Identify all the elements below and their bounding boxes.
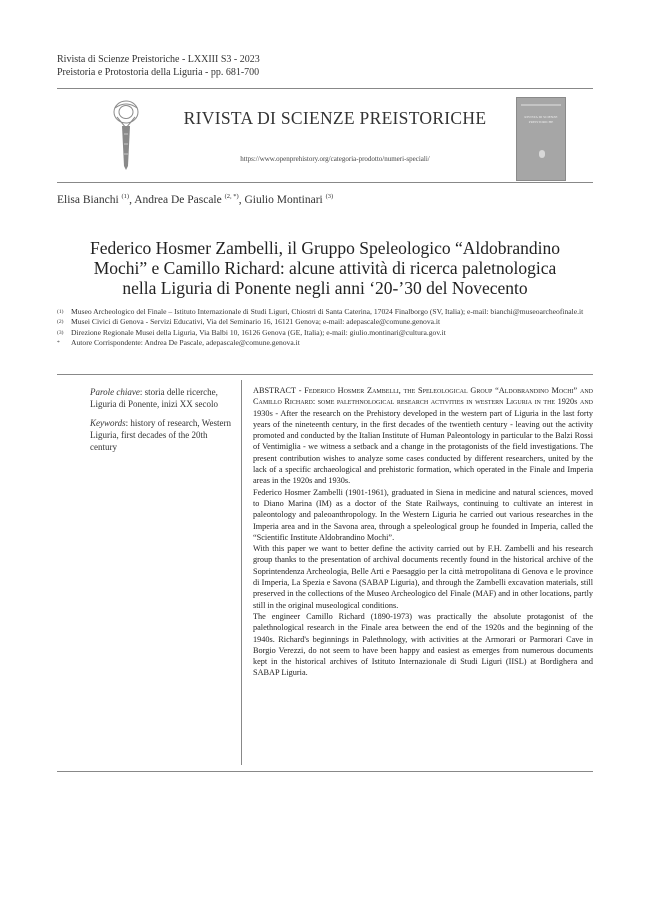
- author-list: Elisa Bianchi $^{(1)}$, Andrea De Pascale $^{(2, *)}$, Giulio Montinari $^{(3)}$: [57, 193, 334, 206]
- affiliation-mark: (3): [57, 329, 64, 336]
- cover-figure-icon: [539, 150, 545, 158]
- affiliation: [57, 317, 597, 327]
- author-affiliation-mark: (2, *): [224, 193, 239, 200]
- keywords-column: [90, 386, 232, 460]
- journal-cover-thumbnail: [516, 97, 566, 181]
- cover-strip: [521, 104, 561, 106]
- affiliation: [57, 338, 597, 348]
- journal-volume-line: Rivista di Scienze Preistoriche - LXXIII S3 - 2023: [57, 54, 260, 65]
- abstract-paragraph: Federico Hosmer Zambelli (1901-1961), graduated in Siena in medicine and natural sciences, moved to Diano Marina (IM) as a doctor of the State Railways, continuing to cultivate an interest in paleontology and paleoanthropology. In the Western Liguria he carried out various researches in the Imperia area and in the Savona area, through a speleological group he founded in Imperia, called the “Scientific Institute Aldobrandino Mochi”.: [253, 487, 593, 542]
- affiliation-mark: *: [57, 339, 60, 346]
- header-rule: [57, 88, 593, 89]
- affiliation-list: [57, 307, 597, 348]
- author-affiliation-mark: (1): [121, 193, 130, 200]
- abstract: [253, 385, 593, 679]
- abstract-paragraph: [253, 385, 593, 487]
- keywords-italian: [90, 386, 232, 410]
- journal-meta: [57, 53, 260, 79]
- journal-issue-line: Preistoria e Protostoria della Liguria - pp. 681-700: [57, 67, 260, 78]
- paper-title-line: Federico Hosmer Zambelli, il Gruppo Speleologico “Aldobrandino: [90, 238, 560, 258]
- keywords-italian-text: : storia delle ricerche, Liguria di Ponente, inizi XX secolo: [90, 387, 218, 409]
- author-name: Andrea De Pascale: [134, 194, 222, 206]
- affiliation-mark: (1): [57, 309, 64, 315]
- paper-title-line: Mochi” e Camillo Richard: alcune attività di ricerca paletnologica: [93, 258, 557, 278]
- author-name: Elisa Bianchi: [57, 194, 119, 206]
- affiliation-text: Musei Civici di Genova - Servizi Educativi, Via del Seminario 16, 16121 Genova; e-mail: adepascale@comune.genova.it: [71, 317, 441, 327]
- footer-rule: [57, 771, 593, 772]
- paper-title-line: nella Liguria di Ponente negli anni ‘20-’30 del Novecento: [122, 278, 528, 298]
- keywords-english-text: : history of research, Western Liguria, first decades of the 20th century: [90, 418, 231, 452]
- keywords-italian-label: Parole chiave: [90, 387, 140, 397]
- column-divider: [241, 380, 242, 765]
- paper-title: [57, 238, 593, 298]
- abstract-english-title: Federico Hosmer Zambelli, the Speleological Group “Aldobrandino Mochi” and Camillo Richard: some palethnological research activities in western Liguria in the 1920s and 1930s: [253, 386, 593, 418]
- journal-url[interactable]: https://www.openprehistory.org/categoria-prodotto/numeri-speciali/: [240, 155, 430, 163]
- abstract-text: - After the research on the Prehistory developed in the western part of Liguria in the last forty years of the nineteenth century, in the first decades of the twentieth century - leaving out the activity promoted and conducted by the Italian Institute of Human Paleontology in particular to the Balzi Rossi of Ventimiglia - we witness a setback and a change in the protagonists of the field investigations. The present contribution wishes to analyze some cases conducted by different researchers, united by the lack of a specific archaeological and prehistoric formation, which operated in the Finale and Imperia areas in the 1920s and 1930s.: [253, 408, 593, 486]
- masthead-rule: [57, 182, 593, 183]
- author-name: Giulio Montinari: [244, 194, 323, 206]
- abstract-label: ABSTRACT -: [253, 386, 305, 395]
- affiliation-text: Museo Archeologico del Finale – Istituto Internazionale di Studi Liguri, Chiostri di Santa Caterina, 17024 Finalborgo (SV, Italia); e-mail: bianchi@museoarcheofinale.it: [71, 307, 584, 316]
- keywords-english-label: Keywords: [90, 418, 126, 428]
- journal-title: RIVISTA DI SCIENZE PREISTORICHE: [183, 108, 487, 128]
- abstract-paragraph: The engineer Camillo Richard (1890-1973) was practically the absolute protagonist of the palethnological research in the Finale area between the end of the 1920s and the beginning of the 1940s. Richard's beginnings in Palethnology, with activities at the Armorari or Parmorari Cave in Borgio Verezzi, do not seem to have been happy and easiest as emerges from numerous documents kept in the historical archives of Istituto Internazionale di Studi Liguri (IISL) at Bordighera and SABAP Liguria.: [253, 611, 593, 678]
- journal-logo-icon: [111, 98, 141, 172]
- affiliation: [57, 328, 597, 338]
- affiliation-mark: (2): [57, 319, 64, 326]
- affiliation: [57, 307, 597, 317]
- author-affiliation-mark: (3): [325, 193, 334, 200]
- keywords-english: [90, 417, 232, 453]
- affiliation-text: Direzione Regionale Musei della Liguria, Via Balbi 10, 16126 Genova (GE, Italia); e-mail: giulio.montinari@cultura.gov.it: [71, 327, 446, 337]
- affiliation-rule: [57, 374, 593, 375]
- affiliation-text: Autore Corrispondente: Andrea De Pascale, adepascale@comune.genova.it: [71, 337, 300, 347]
- cover-title: RIVISTA DI SCIENZE PREISTORICHE: [524, 115, 558, 124]
- abstract-paragraph: With this paper we want to better define the activity carried out by F.H. Zambelli and his research group thanks to the presentation of archival documents recently found in the historical archive of the Soprintendenza Archeologia, Belle Arti e Paesaggio per la città metropolitana di Genova e le province di Imperia, La Spezia e Savona (SABAP Liguria), and through the Zambelli excavation materials, still preserved in the collections of the Museo Archeologico del Finale (MAF) and in other locations, partly still in the original museological conditions.: [253, 544, 593, 610]
